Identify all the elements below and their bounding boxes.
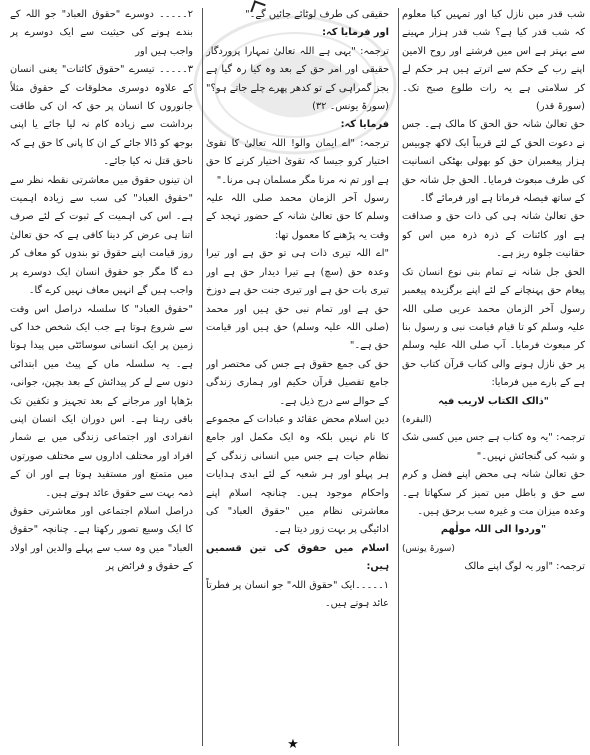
paragraph: حق تعالیٰ شانہ ہی کی ذات حق و صداقت ہے اور کائنات کے ذرہ ذرہ میں اس کو حقانیت جلوہ ریز ہے۔ [402,211,585,260]
translation-paragraph: ترجمہ: "یہی ہے اللہ تعالیٰ تمہارا پروردگار حقیقی اور امر حق کے بعد وہ کیا رہ گیا ہے بجز گمراہی کے تو کدھر پھرے چلے جاتے ہو؟" (سورۃ یونس۔ ۳۲) [206,45,389,113]
verse-reference: (البقرہ) [402,414,432,425]
column-right [402,6,585,748]
paragraph: شب قدر میں نازل کیا اور تمہیں کیا معلوم کہ شب قدر کیا ہے؟ شب قدر ہزار مہینے سے بہتر ہے اس میں فرشتے اور روح الامین اپنے رب کے حکم سے اترتے ہیں ہر حکم لے کر سلامتی ہے یہ رات طلوع صبح تک۔ (سورۃ قدر) [402,9,585,113]
column-left [10,6,193,748]
paragraph: اور فرمایا کہ: [322,27,389,39]
list-item: ۲۔۔۔۔۔ دوسرے "حقوق العباد" جو اللہ کے بندے ہونے کی حیثیت سے ایک دوسرے پر واجب ہیں اور [10,9,193,57]
paragraph: رسول آخر الزمان محمد صلی اللہ علیہ وسلم کا حق تعالیٰ شانہ کے حضور تہجد کے وقت یہ پڑھنے کا معمول تھا: [206,193,389,241]
paragraph: دین اسلام محض عقائد و عبادات کے مجموعے کا نام نہیں بلکہ وہ ایک مکمل اور جامع نظام حیات ہے جس میں انسانی زندگی کے ہر پہلو اور ہر شعبہ کے لئے ابدی ہدایات واحکام موجود ہیں۔ چنانچہ اسلام اپنے معاشرتی نظام میں "حقوق العباد" کی ادائیگی پر بہت زور دیتا ہے۔ [206,413,389,536]
translation-paragraph: ترجمہ: "اور یہ لوگ اپنے مالک [464,561,585,573]
column-middle [206,6,389,748]
column-divider-right [398,8,399,746]
translation-paragraph: ترجمہ: "اے ایمان والو! اللہ تعالیٰ کا تقویٰ اختیار کرو جیسا کہ تقویٰ اختیار کرنے کا حق ہے اور تم نہ مرنا مگر مسلمان ہی مرنا۔" [206,137,389,186]
arabic-verse: "وردوا الی اللہ مولٰھم [440,524,547,536]
paragraph: "حقوق العباد" کا سلسلہ دراصل اس وقت سے شروع ہوتا ہے جب ایک شخص خدا کی زمین پر ایک انسانی سوسائٹی میں پیدا ہوتا ہے۔ یہ سلسلہ ماں کے پیٹ میں ابتدائی دنوں سے لے کر پیدائش کے بعد بچپن، جوانی، بڑھاپا اور مرجانے کے بعد تجہیز و تکفین تک باقی رہتا ہے۔ اس دوران ایک انسان اپنی انفرادی اور اجتماعی زندگی میں بے شمار افراد اور مختلف اداروں سے مختلف صورتوں میں متمتع اور مستفید ہوتا ہے اور ان کے ذمہ بہت سے حقوق عائد ہوتے ہیں۔ [10,303,193,499]
paragraph: حق تعالیٰ شانہ ہی محض اپنے فضل و کرم سے حق و باطل میں تمیز کر سکھاتا ہے۔ وعدہ میزان مت و غیرہ سب برحق ہیں۔ [402,469,585,517]
paragraph: دراصل اسلام اجتماعی اور معاشرتی حقوق کا ایک وسیع تصور رکھتا ہے۔ چنانچہ "حقوق العباد" میں وہ سب سے پہلے والدین اور اولاد کے حقوق و فرائض پر [10,505,193,573]
paragraph: فرمایا کہ: [340,119,389,131]
translation-paragraph: ترجمہ: "یہ وہ کتاب ہے جس میں کسی شک و شبہ کی گنجائش نہیں۔" [402,432,585,462]
verse-reference: (سورۃ یونس) [402,543,455,554]
list-item: ۱۔۔۔۔۔ایک "حقوق اللہ" جو انسان پر فطرتاً عائد ہوتے ہیں۔ [206,579,389,609]
quoted-prayer: "اے اللہ تیری ذات ہی تو حق ہے اور تیرا وعدہ حق (سچ) ہے تیرا دیدار حق ہے اور تیری بات حق ہے اور تیری جنت حق ہے دوزخ حق ہے اور تمام نبی حق ہیں اور محمد (صلی اللہ علیہ وسلم) حق ہیں اور قیامت حق ہے۔" [206,248,389,352]
star-icon: ★ [287,737,299,752]
paragraph: حق کی جمع حقوق ہے جس کی مختصر اور جامع تفصیل قرآن حکیم اور ہماری زندگی کے حوالے سے درج ذیل ہے۔ [206,358,389,407]
arabic-verse: "ذالک الکتاب لاریب فیہ [438,395,549,407]
paragraph: ان تینوں حقوق میں معاشرتی نقطہ نظر سے "حقوق العباد" کی سب سے زیادہ اہمیت ہے۔ اس کی اہمیت کے ثبوت کے لئے صرف اتنا ہی عرض کر دینا کافی ہے کہ حق تعالیٰ روز قیامت اپنے حقوق تو بندوں کو معاف کر دے گا مگر جو حقوق انسان ایک دوسرے پر واجب ہیں گے انہیں معاف نہیں کرے گا۔ [10,174,193,297]
paragraph: حقیقی کی طرف لوٹائے جائیں گے۔" [245,9,389,20]
column-divider-left [202,8,203,746]
paragraph: اسلام میں حقوق کی تین قسمیں ہیں: [206,542,389,573]
paragraph: حق تعالیٰ شانہ حق الحق کا مالک ہے۔ جس نے دعوت الحق کے لئے قریباً ایک لاکھ چوبیس ہزار پیغمبران حق کو بھولی بھٹکی انسانیت کی طرف مبعوث فرمایا۔ الحق جل شانہ حق کے ساتھ فیصلہ فرماتا ہے اور فرمائے گا۔ [402,119,585,205]
list-item: ۳۔۔۔۔۔ تیسرے "حقوق کائنات" یعنی انسان کے علاوہ دوسری مخلوقات کے حقوق مثلاً جانوروں کا انسان پر حق کہ ان کی طاقت برداشت سے زیادہ کام نہ لیا جائے یا اپنی بوجھ کو ڈالا جائے کے ان کا پانی کا حق ہے کہ ناحق قتل نہ کیا جائے۔ [10,64,193,168]
paragraph: الحق جل شانہ نے تمام بنی نوع انسان تک پیغام حق پہنچانے کے لئے اپنے برگزیدہ پیغمبر رسول آخر الزمان محمد عربی صلی اللہ علیہ وسلم کو تا قیام قیامت نبی و رسول بنا کر مبعوث فرمایا۔ آپ صلی اللہ علیہ وسلم پر حق نازل ہونے والی کتاب قرآن کتاب حق ہے کے بارے میں فرمایا: [402,266,585,389]
